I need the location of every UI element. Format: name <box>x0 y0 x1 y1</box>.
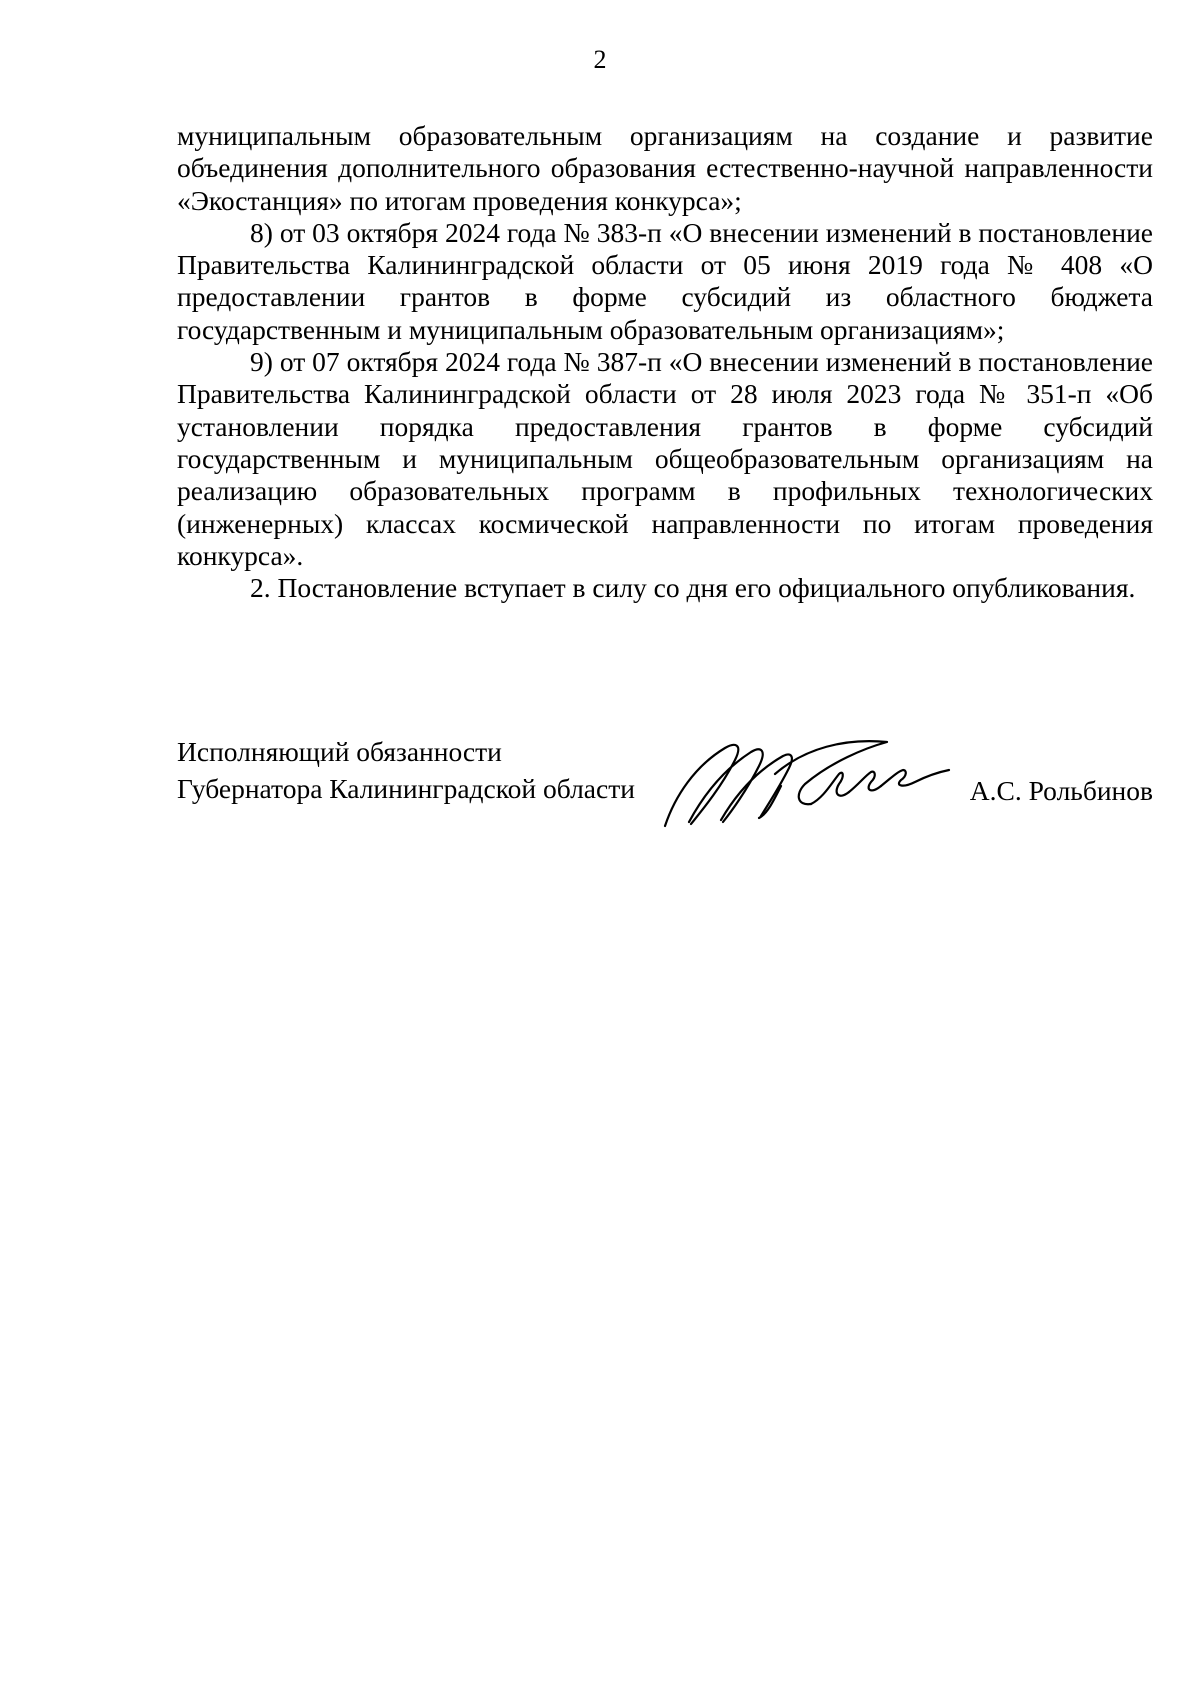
page-number: 2 <box>593 45 607 74</box>
signature-block <box>177 732 1153 842</box>
handwritten-signature-icon <box>655 726 955 836</box>
paragraph-section-2: 2. Постановление вступает в силу со дня его официального опубликования. <box>250 572 1136 604</box>
paragraph-continuation: муниципальным образовательным организациям на создание и развитие объединения дополнительного образования естественно-научной направленности «Экостанция» по итогам проведения конкурса»; <box>177 120 1153 216</box>
signatory-title-line-1: Исполняющий обязанности <box>177 736 502 767</box>
signatory-title-line-2: Губернатора Калининградской области <box>177 773 635 804</box>
paragraph-item-9: 9) от 07 октября 2024 года № 387-п «О внесении изменений в постановление Правительства Калининградской области от 28 июля 2023 года № 351-п «Об установлении порядка предоставления грантов в форме субсидий государственным и муниципальным общеобразовательным организациям на реализацию образовательных программ в профильных технологических (инженерных) классах космической направленности по итогам проведения конкурса». <box>177 346 1153 571</box>
signatory-name: А.С. Рольбинов <box>969 775 1153 806</box>
document-body <box>177 120 1153 604</box>
paragraph-item-8: 8) от 03 октября 2024 года № 383-п «О внесении изменений в постановление Правительства Калининградской области от 05 июня 2019 года № 408 «О предоставлении грантов в форме субсидий из областного бюджета государственным и муниципальным образовательным организациям»; <box>177 216 1153 345</box>
